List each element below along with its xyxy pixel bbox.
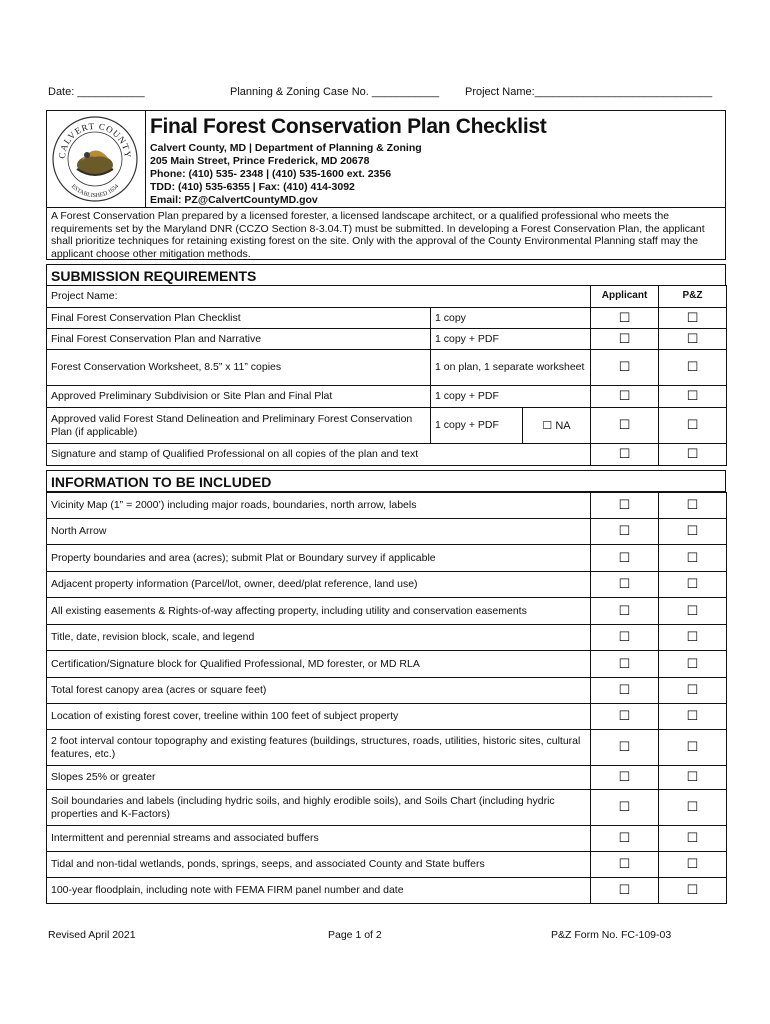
svg-text:ESTABLISHED 1654: ESTABLISHED 1654 [69,183,121,200]
info-item: Location of existing forest cover, treeline within 100 feet of subject property [47,704,591,730]
na-checkbox[interactable]: ☐ NA [523,408,591,444]
pz-checkbox[interactable]: ☐ [659,625,727,651]
table-row [47,386,727,408]
pz-column-header: P&Z [659,286,727,308]
applicant-checkbox[interactable]: ☐ [591,572,659,598]
pz-checkbox[interactable]: ☐ [659,878,727,904]
table-row [47,444,727,466]
pz-checkbox[interactable]: ☐ [659,545,727,572]
date-field[interactable]: Date: ___________ [48,86,145,98]
table-row [47,704,727,730]
pz-checkbox[interactable]: ☐ [659,678,727,704]
pz-checkbox[interactable]: ☐ [659,519,727,545]
table-row [47,493,727,519]
applicant-checkbox[interactable]: ☐ [591,678,659,704]
table-row [47,826,727,852]
requirement-item: Forest Conservation Worksheet, 8.5” x 11” copies [47,350,431,386]
applicant-checkbox[interactable]: ☐ [591,730,659,766]
table-row [47,678,727,704]
applicant-checkbox[interactable]: ☐ [591,704,659,730]
applicant-checkbox[interactable]: ☐ [591,545,659,572]
pz-checkbox[interactable]: ☐ [659,444,727,466]
applicant-column-header: Applicant [591,286,659,308]
intro-paragraph: A Forest Conservation Plan prepared by a licensed forester, a licensed landscape architect, or a qualified professional who meets the requirements set by the Maryland DNR (CCZO Section 8-3.04.T) must be submitted. In developing a Forest Conservation Plan, the applicant shall prioritize techniques for retaining existing forest on the site. Only with the approval of the County Environmental Planning staff may the applicant choose other mitigation methods. [46,208,726,260]
info-item: Adjacent property information (Parcel/lot, owner, deed/plat reference, land use) [47,572,591,598]
information-heading: INFORMATION TO BE INCLUDED [46,470,726,492]
applicant-checkbox[interactable]: ☐ [591,766,659,790]
applicant-checkbox[interactable]: ☐ [591,308,659,329]
department-line: Calvert County, MD | Department of Planning & Zoning [150,142,422,154]
applicant-checkbox[interactable]: ☐ [591,444,659,466]
table-row [47,572,727,598]
header-box [46,110,726,208]
pz-checkbox[interactable]: ☐ [659,704,727,730]
page-title: Final Forest Conservation Plan Checklist [150,115,547,138]
table-row [47,790,727,826]
applicant-checkbox[interactable]: ☐ [591,350,659,386]
project-name-field[interactable]: Project Name:_____________________________ [465,86,713,98]
pz-checkbox[interactable]: ☐ [659,308,727,329]
pz-checkbox[interactable]: ☐ [659,572,727,598]
info-item: Tidal and non-tidal wetlands, ponds, springs, seeps, and associated County and State buffers [47,852,591,878]
applicant-checkbox[interactable]: ☐ [591,386,659,408]
pz-checkbox[interactable]: ☐ [659,408,727,444]
pz-checkbox[interactable]: ☐ [659,386,727,408]
pz-checkbox[interactable]: ☐ [659,493,727,519]
info-item: Title, date, revision block, scale, and legend [47,625,591,651]
requirement-qty: 1 copy + PDF [431,408,523,444]
requirement-qty: 1 copy + PDF [431,329,591,350]
applicant-checkbox[interactable]: ☐ [591,598,659,625]
pz-checkbox[interactable]: ☐ [659,651,727,678]
table-row [47,730,727,766]
applicant-checkbox[interactable]: ☐ [591,826,659,852]
applicant-checkbox[interactable]: ☐ [591,790,659,826]
pz-checkbox[interactable]: ☐ [659,598,727,625]
applicant-checkbox[interactable]: ☐ [591,519,659,545]
applicant-checkbox[interactable]: ☐ [591,878,659,904]
info-item: Total forest canopy area (acres or square feet) [47,678,591,704]
info-item: Soil boundaries and labels (including hydric soils, and highly erodible soils), and Soils Chart (including hydric properties and K-Factors) [47,790,591,826]
table-row [47,598,727,625]
pz-checkbox[interactable]: ☐ [659,766,727,790]
information-table [46,492,727,904]
form-number: P&Z Form No. FC-109-03 [551,929,672,941]
requirement-item: Approved valid Forest Stand Delineation and Preliminary Forest Conservation Plan (if applicable) [47,408,431,444]
pz-checkbox[interactable]: ☐ [659,790,727,826]
info-item: All existing easements & Rights-of-way affecting property, including utility and conservation easements [47,598,591,625]
applicant-checkbox[interactable]: ☐ [591,493,659,519]
requirement-item: Final Forest Conservation Plan Checklist [47,308,431,329]
svg-text:CALVERT COUNTY: CALVERT COUNTY [56,120,134,160]
street-address: 205 Main Street, Prince Frederick, MD 20678 [150,155,370,167]
table-row [47,350,727,386]
pz-checkbox[interactable]: ☐ [659,350,727,386]
signature-requirement: Signature and stamp of Qualified Professional on all copies of the plan and text [47,444,591,466]
applicant-checkbox[interactable]: ☐ [591,651,659,678]
table-row [47,625,727,651]
table-row [47,878,727,904]
applicant-checkbox[interactable]: ☐ [591,408,659,444]
submission-table [46,285,727,466]
tdd-fax-line: TDD: (410) 535-6355 | Fax: (410) 414-3092 [150,181,355,193]
title-cell [145,111,725,208]
table-row [47,329,727,350]
table-row [47,408,727,444]
page-number: Page 1 of 2 [328,929,382,941]
table-row [47,651,727,678]
info-item: Property boundaries and area (acres); submit Plat or Boundary survey if applicable [47,545,591,572]
table-row [47,766,727,790]
requirement-qty: 1 on plan, 1 separate worksheet [431,350,591,386]
requirement-qty: 1 copy [431,308,591,329]
applicant-checkbox[interactable]: ☐ [591,329,659,350]
pz-checkbox[interactable]: ☐ [659,329,727,350]
email-line: Email: PZ@CalvertCountyMD.gov [150,194,318,206]
info-item: 100-year floodplain, including note with FEMA FIRM panel number and date [47,878,591,904]
phone-line: Phone: (410) 535- 2348 | (410) 535-1600 ext. 2356 [150,168,392,180]
info-item: Certification/Signature block for Qualified Professional, MD forester, or MD RLA [47,651,591,678]
revised-date: Revised April 2021 [48,929,136,941]
applicant-checkbox[interactable]: ☐ [591,625,659,651]
requirement-qty: 1 copy + PDF [431,386,591,408]
pz-checkbox[interactable]: ☐ [659,826,727,852]
table-row [47,545,727,572]
requirement-item: Approved Preliminary Subdivision or Site Plan and Final Plat [47,386,431,408]
requirement-item: Final Forest Conservation Plan and Narrative [47,329,431,350]
project-name-label: Project Name: [47,286,591,308]
applicant-checkbox[interactable]: ☐ [591,852,659,878]
info-item: North Arrow [47,519,591,545]
case-number-field[interactable]: Planning & Zoning Case No. ___________ [230,86,440,98]
submission-heading: SUBMISSION REQUIREMENTS [46,264,726,286]
county-seal-logo [51,115,139,203]
pz-checkbox[interactable]: ☐ [659,730,727,766]
table-row [47,519,727,545]
info-item: Slopes 25% or greater [47,766,591,790]
pz-checkbox[interactable]: ☐ [659,852,727,878]
info-item: Intermittent and perennial streams and associated buffers [47,826,591,852]
info-item: 2 foot interval contour topography and existing features (buildings, structures, roads, utilities, historic sites, cultural features, etc.) [47,730,591,766]
table-row [47,852,727,878]
table-row [47,308,727,329]
info-item: Vicinity Map (1” = 2000’) including major roads, boundaries, north arrow, labels [47,493,591,519]
